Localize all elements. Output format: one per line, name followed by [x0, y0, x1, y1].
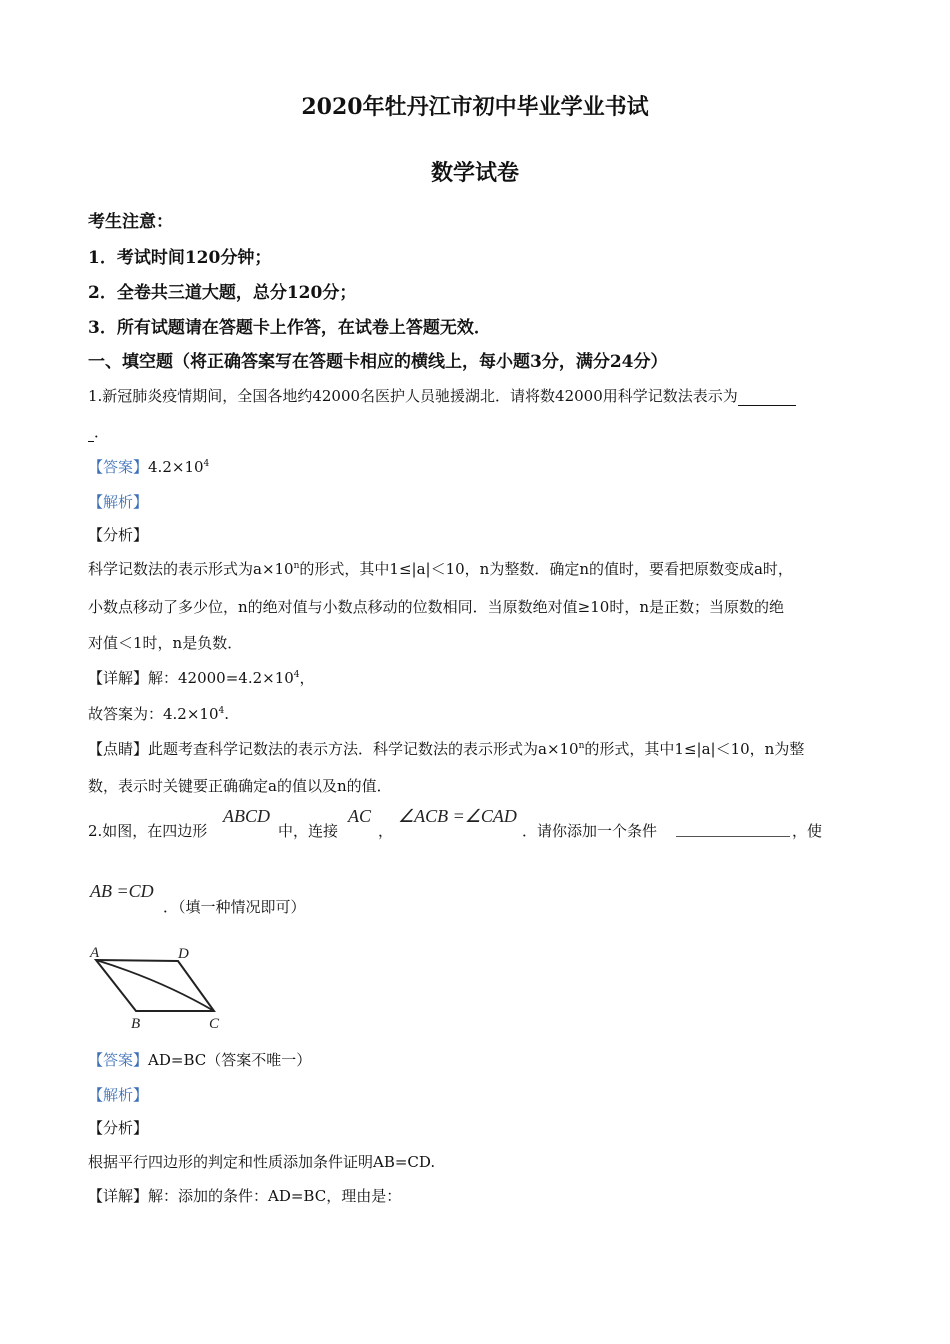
quadrilateral-figure	[86, 940, 236, 1035]
q1-analysis-l1-sup: n	[293, 561, 300, 571]
q2-fenxi: 【分析】	[88, 1119, 149, 1137]
q1-analysis-line-3: 对值＜1时，n是负数．	[88, 634, 243, 652]
quadrilateral-outline	[96, 960, 214, 1011]
label-a: A	[90, 945, 100, 961]
q1-text	[88, 385, 796, 406]
q2-text-e: ，使	[792, 822, 823, 840]
page-title: 2020年牡丹江市初中毕业学业书试	[301, 94, 649, 120]
q1-analysis-line-2: 小数点移动了多少位，n的绝对值与小数点移动的位数相同．当原数绝对值≥10时，n是正数；当原数的绝	[88, 598, 784, 616]
q2-math-abcd: ABCD	[223, 806, 270, 826]
notice-item-3: 3．所有试题请在答题卡上作答，在试卷上答题无效．	[88, 318, 491, 338]
q1-final-a: 故答案为：4.2×10	[88, 705, 219, 723]
q1-detail-a: 【详解】解：42000=4.2×10	[88, 669, 294, 687]
q2-text-a: 2.如图，在四边形	[88, 822, 208, 840]
q2-math-ac: AC	[348, 806, 372, 826]
q1-final-b: .	[224, 705, 230, 723]
q1-jiexi: 【解析】	[88, 493, 149, 511]
q2-answer-blank	[676, 836, 790, 837]
q1-stem: 1.新冠肺炎疫情期间，全国各地约42000名医护人员驰援湖北．请将数42000用科学记数法表示为	[88, 387, 738, 405]
q1-blank-tail	[88, 421, 109, 442]
q2-detail: 【详解】解：添加的条件：AD=BC，理由是：	[88, 1187, 402, 1205]
q2-text-c: ，	[378, 822, 394, 840]
q1-detail-b: ，	[299, 669, 315, 687]
q1-answer-label: 【答案】	[88, 458, 149, 476]
notice-item-2: 2．全卷共三道大题，总分120分；	[88, 283, 357, 303]
q1-detail-sup: 4	[293, 670, 300, 680]
q1-comment-b: 的形式，其中1≤|a|＜10，n为整	[584, 740, 805, 758]
label-c: C	[209, 1016, 220, 1032]
section-heading: 一、填空题（将正确答案写在答题卡相应的横线上，每小题3分，满分24分）	[88, 352, 668, 372]
q1-final-sup: 4	[218, 706, 225, 716]
q2-jiexi: 【解析】	[88, 1086, 149, 1104]
q1-answer-blank	[738, 387, 796, 406]
q2-answer-label: 【答案】	[88, 1051, 149, 1069]
q2-text-d: ．请你添加一个条件	[522, 822, 658, 840]
q1-detail	[88, 667, 315, 688]
q1-comment-sup: n	[578, 741, 585, 751]
q1-analysis-line-1	[88, 558, 793, 579]
q2-answer-value: AD=BC（答案不唯一）	[148, 1051, 312, 1069]
q1-comment-a: 【点睛】此题考查科学记数法的表示方法．科学记数法的表示形式为a×10	[88, 740, 579, 758]
q1-analysis-l1a: 科学记数法的表示形式为a×10	[88, 560, 294, 578]
q2-math-ab-cd: AB =CD	[90, 881, 154, 901]
q2-text-b: 中，连接	[278, 822, 339, 840]
notice-heading: 考生注意：	[88, 212, 173, 232]
q1-fenxi: 【分析】	[88, 526, 149, 544]
notice-item-1: 1．考试时间120分钟；	[88, 248, 272, 268]
q1-comment-line-1	[88, 738, 804, 759]
q1-analysis-l1b: 的形式，其中1≤|a|＜10，n为整数．确定n的值时，要看把原数变成a时，	[299, 560, 793, 578]
page-subtitle: 数学试卷	[430, 160, 519, 186]
q2-text-f: ．（填一种情况即可）	[163, 898, 306, 916]
label-d: D	[178, 946, 189, 962]
q1-final-answer	[88, 703, 229, 724]
q1-answer-exponent: 4	[203, 459, 210, 469]
q2-analysis: 根据平行四边形的判定和性质添加条件证明AB=CD.	[88, 1153, 436, 1171]
q1-answer	[88, 456, 209, 477]
q2-answer	[88, 1049, 311, 1070]
q2-math-angle: ∠ACB =∠CAD	[398, 806, 517, 826]
q1-answer-value: 4.2×10	[148, 458, 204, 476]
q1-comment-line-2: 数，表示时关键要正确确定a的值以及n的值．	[88, 777, 392, 795]
q1-tail: ．	[94, 423, 110, 441]
label-b: B	[131, 1016, 141, 1032]
